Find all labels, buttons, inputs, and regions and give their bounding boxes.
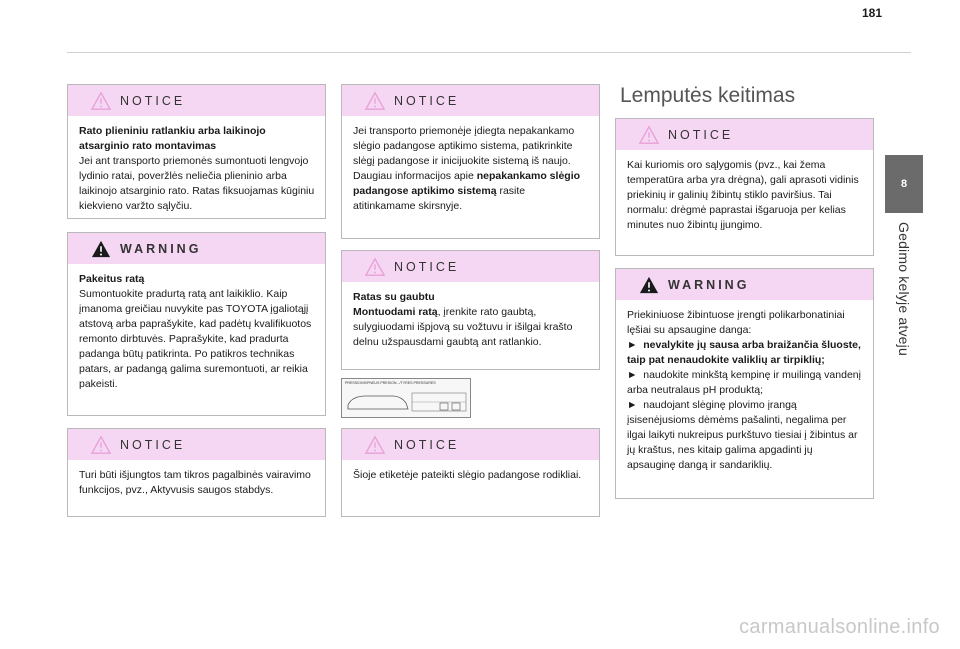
warning-box	[67, 232, 326, 416]
bullet-text: nevalykite jų sausa arba braižančia šluoste, taip pat nenaudokite valiklių ar tirpiklių;	[627, 339, 861, 366]
notice-title: NOTICE	[394, 437, 460, 452]
bullet-arrow-icon: ►	[627, 339, 638, 351]
notice-title: NOTICE	[668, 127, 734, 142]
top-divider	[67, 52, 911, 53]
text-fragment: , įrenkite rato gaubtą, sulygiuodami išpjovą su vožtuvu ir išilgai krašto delnu užspausdami gaubtą ant ratlankio.	[353, 306, 573, 348]
notice-box	[341, 250, 600, 370]
notice-title: NOTICE	[394, 93, 460, 108]
notice-header	[342, 251, 599, 282]
notice-header	[68, 429, 325, 460]
notice-triangle-icon	[364, 91, 386, 111]
notice-heading: Rato plieniniu ratlankiu arba laikinojo atsarginio rato montavimas	[79, 125, 266, 152]
notice-text: Kai kuriomis oro sąlygomis (pvz., kai žema temperatūra arba yra drėgna), gali aprasoti vidinis priekinių ir galinių žibintų stiklo paviršius. Tai normalu: drėgmė paprastai išgaruoja per kelias minutes nuo žibintų įjungimo.	[627, 159, 859, 231]
notice-box	[615, 118, 874, 256]
warning-title: WARNING	[668, 277, 750, 292]
chapter-label	[880, 222, 928, 402]
chapter-tab[interactable]	[885, 155, 923, 213]
bullet-text: naudojant slėginę plovimo įrangą įsisenėjusioms dėmėms pašalinti, negalima per ilgai laikyti nukreipus purkštuvo tiesiai į žibintus ar jų kraštus, nes kitaip galima apgadinti jų apsauginę dangą ir sandariklių.	[627, 399, 858, 471]
text-fragment: rasite atitinkamame skirsnyje.	[353, 185, 526, 212]
notice-header	[616, 119, 873, 150]
notice-heading: Ratas su gaubtu	[353, 291, 435, 303]
bullet-text: naudokite minkštą kempinę ir muilingą vandenį arba neutralaus pH produktą;	[627, 369, 861, 396]
notice-text	[353, 305, 589, 350]
notice-header	[68, 85, 325, 116]
page-number: 181	[862, 6, 883, 20]
car-outline-icon	[342, 387, 470, 417]
notice-title: NOTICE	[120, 437, 186, 452]
chapter-label-text: Gedimo kelyje atveju	[896, 222, 912, 356]
warning-text: Sumontuokite pradurtą ratą ant laikiklio. Kaip įmanoma greičiau nuvykite pas TOYOTA įgaliotąjį atstovą arba paprašykite, kad padėtų kvalifikuotos remonto dirbtuvės. Paprašykite, kad pradurta padanga būtų patikrinta. Po patikros technikas patars, ar padangą galima suremontuoti, ar reikia pakeisti.	[79, 288, 312, 390]
warning-intro: Priekiniuose žibintuose įrengti polikarbonatiniai lęšiai su apsaugine danga:	[627, 309, 845, 336]
label-caption: PRESSIONS/PNEUS PRESION.../TYRES PRESSURES	[345, 381, 436, 385]
tyre-pressure-label-image	[341, 378, 471, 418]
warning-triangle-icon	[638, 275, 660, 295]
warning-header	[68, 233, 325, 264]
notice-text: Jei ant transporto priemonės sumontuoti lengvojo lydinio ratai, poveržlės neliečia plieninio arba laikinojo atsarginio rato. Ratas fiksuojamas kūginiu kiekvieno varžto sąlyčiu.	[79, 155, 315, 212]
bullet-item	[627, 368, 863, 398]
bold-fragment: Montuodami ratą	[353, 306, 438, 318]
notice-triangle-icon	[638, 125, 660, 145]
bullet-arrow-icon: ►	[627, 369, 638, 381]
notice-text: Turi būti išjungtos tam tikros pagalbinės vairavimo funkcijos, pvz., Aktyvusis saugos stabdys.	[79, 469, 311, 496]
notice-triangle-icon	[364, 257, 386, 277]
warning-header	[616, 269, 873, 300]
notice-box	[341, 84, 600, 239]
notice-box	[67, 84, 326, 219]
warning-heading: Pakeitus ratą	[79, 273, 145, 285]
notice-box	[341, 428, 600, 517]
notice-title: NOTICE	[394, 259, 460, 274]
notice-text: Jei transporto priemonėje įdiegta nepakankamo slėgio padangose aptikimo sistema, patikrinkite slėgį padangose ir inicijuokite sistemą iš naujo.	[353, 125, 575, 167]
notice-title: NOTICE	[120, 93, 186, 108]
notice-header	[342, 85, 599, 116]
text-fragment: Daugiau informacijos apie	[353, 170, 477, 182]
watermark: carmanualsonline.info	[739, 616, 940, 638]
notice-text-more	[353, 169, 589, 214]
notice-triangle-icon	[90, 91, 112, 111]
warning-title: WARNING	[120, 241, 202, 256]
warning-triangle-icon	[90, 239, 112, 259]
bullet-item	[627, 398, 863, 473]
section-title: Lemputės keitimas	[620, 84, 796, 107]
notice-text: Šioje etiketėje pateikti slėgio padangose rodikliai.	[353, 469, 582, 481]
notice-triangle-icon	[364, 435, 386, 455]
bold-fragment: nepakankamo slėgio padangose aptikimo sistemą	[353, 170, 581, 197]
bullet-arrow-icon: ►	[627, 399, 638, 411]
warning-box	[615, 268, 874, 499]
chapter-number: 8	[900, 178, 908, 190]
notice-box	[67, 428, 326, 517]
notice-triangle-icon	[90, 435, 112, 455]
bullet-item	[627, 338, 863, 368]
notice-header	[342, 429, 599, 460]
